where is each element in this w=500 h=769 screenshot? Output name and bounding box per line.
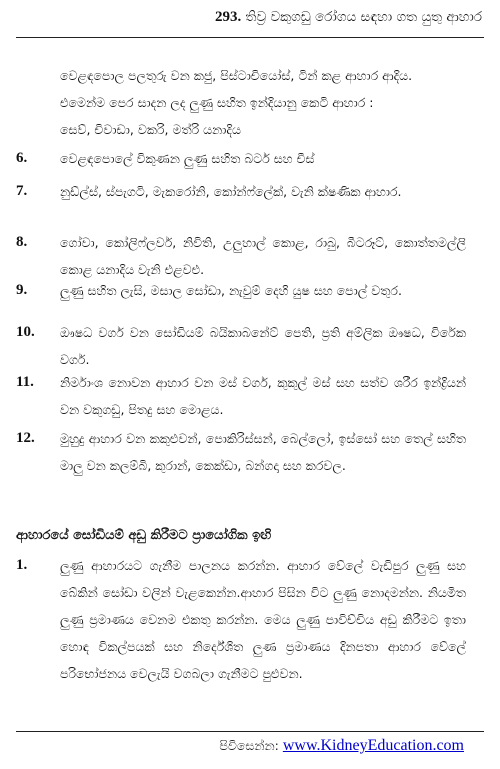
list-item-number: 9. <box>16 282 28 298</box>
list-item <box>16 319 466 373</box>
tip-item-number: 1. <box>16 557 28 573</box>
list-item <box>16 369 466 423</box>
continued-line-1: වෙළඳපොල පලතුරු වන කජු, පිස්ටාචියෝස්, ටින් කළ ආහාර ආදිය. <box>60 68 413 83</box>
list-item-text: ඖෂධ වර්ග වන සෝඩියම් බයිකාබනේට් පෙති, ප්‍රති අම්ලික ඖෂධ, විරේක වර්ග. <box>60 325 466 367</box>
continued-line-2: එමෙන්ම පෙර සාදන ලද ලුණු සහිත ඉන්දියානු කෙටි ආහාර : <box>60 95 374 110</box>
list-item-number: 8. <box>16 234 28 250</box>
page-footer <box>219 736 464 756</box>
list-item <box>16 277 466 304</box>
footer-label: පිවිසෙන්න: <box>219 738 283 753</box>
footer-divider <box>16 731 484 732</box>
list-item-number: 11. <box>16 374 34 390</box>
page-number: 293. <box>214 9 242 25</box>
list-item <box>16 229 466 283</box>
tip-item <box>16 552 466 687</box>
tip-item-text: ලුණු ආහාරයට ගැනීම පාලනය කරන්න. ආහාර වේලේ වැඩිපුර ලුණු සහ බේකින් සෝඩා වලින් වැළකෙන්න.ආහාර පිසින විට ලුණු නොදමන්න. නියමිත ලුණු ප්‍රමාණය වෙනම එකතු කරන්න. මෙය ලුණු පාවිච්චිය අඩු කිරීමට ඉතා හොඳ විකල්පයක් සහ නිර්දේශිත ලුණ ප්‍රමාණය දිනපතා ආහාර වේලේ පරිභෝජනය වෙලැයි වගබලා ගැනීමට පුළුවන. <box>60 558 466 681</box>
website-link[interactable]: www.KidneyEducation.com <box>282 737 464 754</box>
list-item-text: ගෝවා, කෝලිෆ්ලවර්, නිවිති, උලුහාල් කොළ, රාබු, බීටරූට්, කොත්තමල්ලි කොළ යනාදිය වැනි එළවළු. <box>60 235 466 277</box>
continued-line-3: සෙව්, චිවාඩා, වකරි, මත්රි යනාදිය <box>60 122 241 137</box>
header-divider <box>16 37 484 38</box>
list-item-text: ලුණු සහිත ලැසි, මසාල සෝඩා, නැවුම් දෙහි යුෂ සහ පොල් වතුර. <box>60 283 402 298</box>
page-header <box>16 6 482 28</box>
list-item-text: මුහුදු ආහාර වන කකුළුවන්, පොකිරිස්සන්, බෙල්ලෝ, ඉස්සෝ සහ තෙල් සහිත මාලු වන කලම්බි, කුරාන්, කෙක්ඩා, බන්ගදා සහ කරවල. <box>60 431 466 473</box>
list-item-number: 6. <box>16 150 28 166</box>
list-item-text: නිර්මාංශ නොවන ආහාර වන මස් වර්ග, කුකුල් මස් සහ සත්ව ශරීර ඉන්ද්‍රියන් වන වකුගඩු, පිතදු සහ මොළය. <box>60 375 466 417</box>
chapter-title: තිව්‍ර වකුගඩු රෝගය සඳහා ගත යුතු ආහාර <box>245 9 482 25</box>
list-item-text: නුඩ්ල්ස්, ස්පැගටි, මැකරෝනි, කෝන්ෆ්ලේක්, වැනි ක්ෂණික ආහාර. <box>60 184 402 199</box>
list-item <box>16 145 466 172</box>
list-item <box>16 425 466 479</box>
list-item-number: 7. <box>16 183 28 199</box>
list-item-text: වෙළඳපොලේ විකුණන ලුණු සහිත බටර් සහ චීස් <box>60 151 315 166</box>
list-item-number: 12. <box>16 430 35 446</box>
list-item <box>16 178 466 205</box>
continued-list-text <box>60 62 466 143</box>
section-heading: ආහාරයේ සෝඩියම් අඩු කිරීමට ප්‍රායෝගික ඉඟි <box>16 528 272 543</box>
list-item-number: 10. <box>16 324 35 340</box>
